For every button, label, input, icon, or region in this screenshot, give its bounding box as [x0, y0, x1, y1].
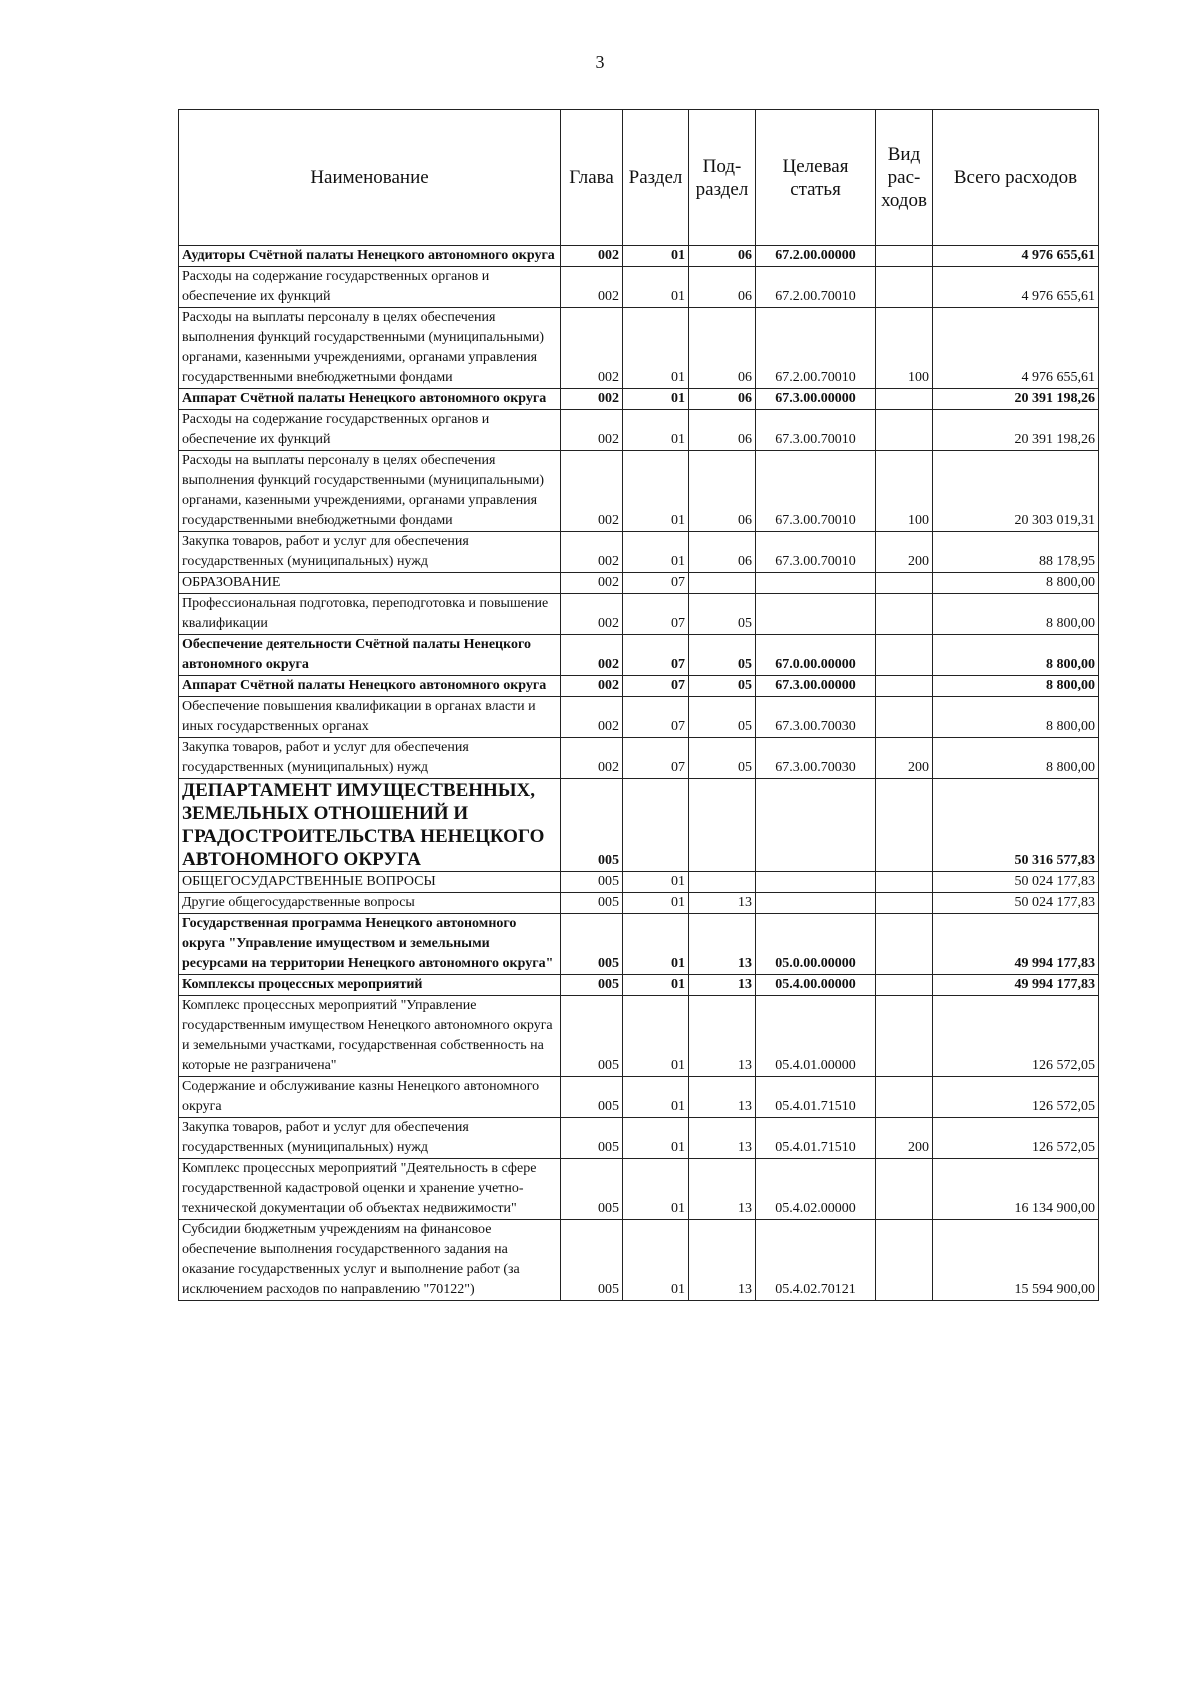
table-row: [179, 1077, 1099, 1118]
header-glava: Глава: [561, 110, 623, 246]
cell-name: Закупка товаров, работ и услуг для обеспечения государственных (муниципальных) нужд: [179, 532, 561, 573]
cell-total: 4 976 655,61: [933, 308, 1099, 389]
cell-glava: 002: [561, 697, 623, 738]
table-row: [179, 779, 1099, 872]
cell-razdel: 01: [623, 308, 689, 389]
page-number: 3: [595, 52, 605, 72]
cell-vid: [876, 975, 933, 996]
cell-total: 8 800,00: [933, 738, 1099, 779]
cell-name: Другие общегосударственные вопросы: [179, 893, 561, 914]
cell-vid: 200: [876, 532, 933, 573]
cell-vid: 100: [876, 308, 933, 389]
cell-vid: [876, 1077, 933, 1118]
cell-vid: [876, 996, 933, 1077]
cell-celevaya: 67.3.00.70010: [756, 410, 876, 451]
cell-total: 126 572,05: [933, 996, 1099, 1077]
table-row: [179, 1220, 1099, 1301]
cell-celevaya: 67.3.00.70010: [756, 451, 876, 532]
cell-glava: 002: [561, 410, 623, 451]
table-row: [179, 676, 1099, 697]
cell-total: 126 572,05: [933, 1077, 1099, 1118]
cell-podrazdel: 05: [689, 738, 756, 779]
cell-razdel: 01: [623, 975, 689, 996]
cell-podrazdel: 13: [689, 893, 756, 914]
cell-vid: [876, 676, 933, 697]
cell-celevaya: [756, 573, 876, 594]
header-razdel: Раздел: [623, 110, 689, 246]
cell-glava: 002: [561, 738, 623, 779]
table-row: [179, 573, 1099, 594]
cell-name: Расходы на выплаты персоналу в целях обеспечения выполнения функций государственными (муниципальными) органами, казенными учреждениями, органами управления государственными внебюджетными фондами: [179, 308, 561, 389]
cell-razdel: [623, 779, 689, 872]
cell-vid: [876, 594, 933, 635]
cell-glava: 002: [561, 532, 623, 573]
cell-name: ОБРАЗОВАНИЕ: [179, 573, 561, 594]
cell-total: 8 800,00: [933, 676, 1099, 697]
cell-razdel: 01: [623, 1159, 689, 1220]
table-row: [179, 738, 1099, 779]
cell-razdel: 01: [623, 267, 689, 308]
table-row: [179, 635, 1099, 676]
cell-podrazdel: 06: [689, 410, 756, 451]
cell-podrazdel: 06: [689, 389, 756, 410]
cell-celevaya: 05.0.00.00000: [756, 914, 876, 975]
cell-total: 4 976 655,61: [933, 246, 1099, 267]
cell-total: 8 800,00: [933, 697, 1099, 738]
cell-vid: [876, 914, 933, 975]
cell-razdel: 01: [623, 872, 689, 893]
table-row: [179, 975, 1099, 996]
cell-vid: [876, 1220, 933, 1301]
cell-podrazdel: 13: [689, 996, 756, 1077]
cell-celevaya: 05.4.01.71510: [756, 1077, 876, 1118]
cell-podrazdel: [689, 779, 756, 872]
cell-glava: 002: [561, 676, 623, 697]
cell-vid: [876, 635, 933, 676]
cell-name: Аппарат Счётной палаты Ненецкого автономного округа: [179, 676, 561, 697]
cell-name: Расходы на содержание государственных органов и обеспечение их функций: [179, 410, 561, 451]
cell-total: 8 800,00: [933, 594, 1099, 635]
cell-podrazdel: 05: [689, 635, 756, 676]
cell-name: Закупка товаров, работ и услуг для обеспечения государственных (муниципальных) нужд: [179, 738, 561, 779]
cell-celevaya: 67.2.00.70010: [756, 308, 876, 389]
cell-razdel: 01: [623, 914, 689, 975]
cell-podrazdel: 13: [689, 1159, 756, 1220]
table-row: [179, 451, 1099, 532]
cell-name: Комплекс процессных мероприятий "Деятельность в сфере государственной кадастровой оценки и хранение учетно-технической документации об объектах недвижимости": [179, 1159, 561, 1220]
cell-total: 20 391 198,26: [933, 389, 1099, 410]
table-row: [179, 308, 1099, 389]
header-total: Всего расходов: [933, 110, 1099, 246]
cell-razdel: 07: [623, 697, 689, 738]
cell-podrazdel: 05: [689, 676, 756, 697]
cell-glava: 005: [561, 1118, 623, 1159]
cell-celevaya: 67.2.00.70010: [756, 267, 876, 308]
cell-name: ОБЩЕГОСУДАРСТВЕННЫЕ ВОПРОСЫ: [179, 872, 561, 893]
cell-name: Комплекс процессных мероприятий "Управление государственным имуществом Ненецкого автономного округа и земельными участками, государственная собственность на которые не разграничена": [179, 996, 561, 1077]
cell-celevaya: 67.2.00.00000: [756, 246, 876, 267]
cell-celevaya: 67.3.00.70030: [756, 738, 876, 779]
cell-podrazdel: 05: [689, 697, 756, 738]
cell-podrazdel: 13: [689, 914, 756, 975]
cell-total: 16 134 900,00: [933, 1159, 1099, 1220]
cell-total: 8 800,00: [933, 635, 1099, 676]
cell-podrazdel: 13: [689, 1118, 756, 1159]
cell-podrazdel: 06: [689, 246, 756, 267]
cell-razdel: 01: [623, 1220, 689, 1301]
cell-glava: 002: [561, 451, 623, 532]
cell-vid: [876, 389, 933, 410]
cell-podrazdel: 06: [689, 308, 756, 389]
cell-razdel: 01: [623, 451, 689, 532]
cell-vid: [876, 267, 933, 308]
cell-glava: 005: [561, 975, 623, 996]
cell-name: Закупка товаров, работ и услуг для обеспечения государственных (муниципальных) нужд: [179, 1118, 561, 1159]
table-row: [179, 267, 1099, 308]
table-row: [179, 246, 1099, 267]
cell-glava: 005: [561, 996, 623, 1077]
cell-vid: [876, 779, 933, 872]
cell-total: 88 178,95: [933, 532, 1099, 573]
cell-glava: 002: [561, 308, 623, 389]
cell-total: 50 024 177,83: [933, 872, 1099, 893]
cell-razdel: 01: [623, 410, 689, 451]
cell-podrazdel: 06: [689, 532, 756, 573]
cell-celevaya: 05.4.02.70121: [756, 1220, 876, 1301]
cell-vid: [876, 410, 933, 451]
table-row: [179, 532, 1099, 573]
expenditure-table: [178, 109, 1099, 1301]
cell-glava: 002: [561, 635, 623, 676]
cell-vid: [876, 872, 933, 893]
cell-total: 8 800,00: [933, 573, 1099, 594]
table-row: [179, 389, 1099, 410]
cell-glava: 002: [561, 267, 623, 308]
cell-vid: [876, 246, 933, 267]
cell-name: Аппарат Счётной палаты Ненецкого автономного округа: [179, 389, 561, 410]
header-celevaya: Целевая статья: [756, 110, 876, 246]
cell-celevaya: [756, 872, 876, 893]
table-row: [179, 594, 1099, 635]
cell-name: Расходы на выплаты персоналу в целях обеспечения выполнения функций государственными (муниципальными) органами, казенными учреждениями, органами управления государственными внебюджетными фондами: [179, 451, 561, 532]
cell-podrazdel: 05: [689, 594, 756, 635]
cell-glava: 005: [561, 1220, 623, 1301]
cell-name: Обеспечение деятельности Счётной палаты Ненецкого автономного округа: [179, 635, 561, 676]
cell-total: 49 994 177,83: [933, 914, 1099, 975]
cell-name: Содержание и обслуживание казны Ненецкого автономного округа: [179, 1077, 561, 1118]
cell-celevaya: 67.0.00.00000: [756, 635, 876, 676]
header-name: Наименование: [179, 110, 561, 246]
table-row: [179, 410, 1099, 451]
cell-vid: 100: [876, 451, 933, 532]
cell-razdel: 07: [623, 573, 689, 594]
cell-total: 20 391 198,26: [933, 410, 1099, 451]
cell-razdel: 07: [623, 594, 689, 635]
cell-razdel: 01: [623, 893, 689, 914]
cell-celevaya: 05.4.02.00000: [756, 1159, 876, 1220]
table-row: [179, 996, 1099, 1077]
table-row: [179, 1118, 1099, 1159]
cell-total: 50 316 577,83: [933, 779, 1099, 872]
cell-vid: [876, 573, 933, 594]
cell-celevaya: [756, 779, 876, 872]
cell-name: Государственная программа Ненецкого автономного округа "Управление имуществом и земельными ресурсами на территории Ненецкого автономного округа": [179, 914, 561, 975]
cell-vid: 200: [876, 1118, 933, 1159]
cell-celevaya: 67.3.00.70030: [756, 697, 876, 738]
cell-vid: 200: [876, 738, 933, 779]
cell-podrazdel: 13: [689, 975, 756, 996]
cell-celevaya: [756, 594, 876, 635]
cell-glava: 005: [561, 1159, 623, 1220]
table-row: [179, 1159, 1099, 1220]
cell-razdel: 07: [623, 738, 689, 779]
cell-razdel: 07: [623, 635, 689, 676]
cell-celevaya: 05.4.01.00000: [756, 996, 876, 1077]
cell-glava: 002: [561, 389, 623, 410]
cell-glava: 005: [561, 872, 623, 893]
cell-razdel: 01: [623, 996, 689, 1077]
cell-vid: [876, 697, 933, 738]
cell-razdel: 01: [623, 246, 689, 267]
cell-glava: 005: [561, 914, 623, 975]
cell-glava: 005: [561, 779, 623, 872]
cell-podrazdel: 13: [689, 1220, 756, 1301]
cell-podrazdel: [689, 872, 756, 893]
cell-podrazdel: 06: [689, 451, 756, 532]
cell-razdel: 01: [623, 532, 689, 573]
cell-glava: 002: [561, 573, 623, 594]
cell-celevaya: 05.4.00.00000: [756, 975, 876, 996]
cell-celevaya: 67.3.00.70010: [756, 532, 876, 573]
cell-celevaya: [756, 893, 876, 914]
cell-razdel: 07: [623, 676, 689, 697]
cell-name: Расходы на содержание государственных органов и обеспечение их функций: [179, 267, 561, 308]
cell-glava: 002: [561, 594, 623, 635]
cell-name: Обеспечение повышения квалификации в органах власти и иных государственных органах: [179, 697, 561, 738]
cell-vid: [876, 893, 933, 914]
cell-celevaya: 67.3.00.00000: [756, 389, 876, 410]
cell-name: Субсидии бюджетным учреждениям на финансовое обеспечение выполнения государственного задания на оказание государственных услуг и выполнение работ (за исключением расходов по направлению "70122"): [179, 1220, 561, 1301]
cell-name: ДЕПАРТАМЕНТ ИМУЩЕСТВЕННЫХ, ЗЕМЕЛЬНЫХ ОТНОШЕНИЙ И ГРАДОСТРОИТЕЛЬСТВА НЕНЕЦКОГО АВТОНОМНОГО ОКРУГА: [179, 779, 561, 872]
table-row: [179, 914, 1099, 975]
table-row: [179, 893, 1099, 914]
cell-podrazdel: 06: [689, 267, 756, 308]
cell-total: 126 572,05: [933, 1118, 1099, 1159]
header-vid: Вид рас- ходов: [876, 110, 933, 246]
cell-vid: [876, 1159, 933, 1220]
cell-podrazdel: 13: [689, 1077, 756, 1118]
cell-podrazdel: [689, 573, 756, 594]
cell-total: 15 594 900,00: [933, 1220, 1099, 1301]
table-header-row: [179, 110, 1099, 246]
table-row: [179, 697, 1099, 738]
cell-name: Комплексы процессных мероприятий: [179, 975, 561, 996]
cell-razdel: 01: [623, 1077, 689, 1118]
cell-razdel: 01: [623, 1118, 689, 1159]
cell-total: 20 303 019,31: [933, 451, 1099, 532]
cell-total: 49 994 177,83: [933, 975, 1099, 996]
cell-total: 4 976 655,61: [933, 267, 1099, 308]
cell-celevaya: 67.3.00.00000: [756, 676, 876, 697]
cell-razdel: 01: [623, 389, 689, 410]
cell-name: Аудиторы Счётной палаты Ненецкого автономного округа: [179, 246, 561, 267]
header-podrazdel: Под- раздел: [689, 110, 756, 246]
cell-total: 50 024 177,83: [933, 893, 1099, 914]
cell-glava: 005: [561, 1077, 623, 1118]
cell-glava: 002: [561, 246, 623, 267]
cell-celevaya: 05.4.01.71510: [756, 1118, 876, 1159]
table-row: [179, 872, 1099, 893]
cell-glava: 005: [561, 893, 623, 914]
cell-name: Профессиональная подготовка, переподготовка и повышение квалификации: [179, 594, 561, 635]
